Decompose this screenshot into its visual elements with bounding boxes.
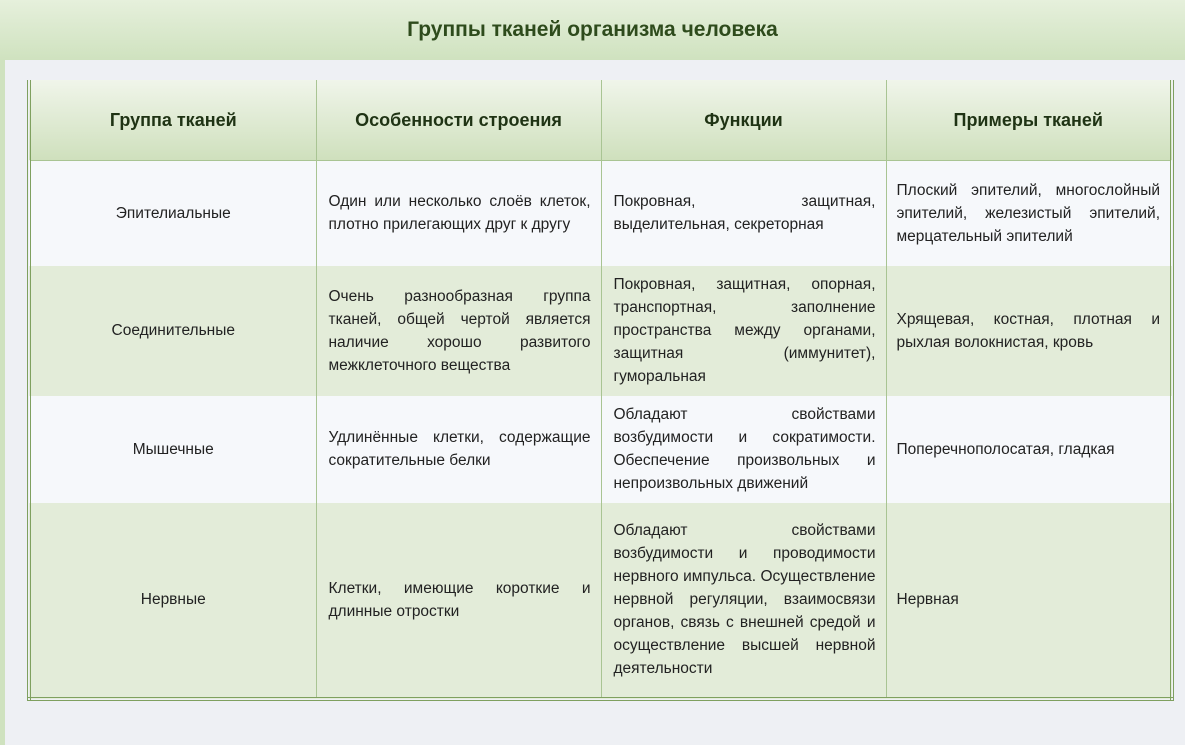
cell-structure: Клетки, имеющие короткие и длинные отростки xyxy=(328,579,591,620)
header-functions: Функции xyxy=(601,80,886,161)
cell-group: Мышечные xyxy=(29,396,316,503)
cell-group: Соединительные xyxy=(29,266,316,396)
cell-functions: Покровная, защитная, опорная, транспортная, заполнение пространства между органами, защитная (иммунитет), гуморальная xyxy=(613,276,876,385)
table-row xyxy=(29,396,1172,503)
cell-structure: Удлинённые клетки, содержащие сократительные белки xyxy=(328,429,591,469)
cell-group: Нервные xyxy=(29,503,316,699)
cell-functions: Покровная, защитная, выделительная, секреторная xyxy=(613,193,876,234)
table-row xyxy=(29,266,1172,396)
table-row xyxy=(29,503,1172,699)
header-group: Группа тканей xyxy=(29,80,316,161)
cell-examples: Поперечнополосатая, гладкая xyxy=(896,440,1115,458)
cell-examples: Нервная xyxy=(896,591,959,608)
cell-examples: Плоский эпителий, многослойный эпителий, железистый эпителий, мерцательный эпителий xyxy=(896,181,1160,245)
title-bar xyxy=(0,0,1185,60)
table-header-row xyxy=(29,80,1172,161)
cell-functions: Обладают свойствами возбудимости и сократимости. Обеспечение произвольных и непроизвольных движений xyxy=(613,406,876,492)
header-examples: Примеры тканей xyxy=(886,80,1172,161)
cell-group: Эпителиальные xyxy=(29,161,316,266)
table-row xyxy=(29,161,1172,266)
page-title: Группы тканей организма человека xyxy=(407,18,778,41)
left-accent-stripe xyxy=(0,60,5,745)
cell-structure: Очень разнообразная группа тканей, общей чертой является наличие хорошо развитого межклеточного вещества xyxy=(328,287,591,374)
cell-examples: Хрящевая, костная, плотная и рыхлая волокнистая, кровь xyxy=(896,310,1160,351)
tissue-groups-table xyxy=(27,80,1174,701)
cell-functions: Обладают свойствами возбудимости и проводимости нервного импульса. Осуществление нервной регуляции, взаимосвязи органов, связь с внешней средой и осуществление высшей нервной деятельности xyxy=(613,522,876,677)
header-structure: Особенности строения xyxy=(316,80,601,161)
cell-structure: Один или несколько слоёв клеток, плотно прилегающих друг к другу xyxy=(328,193,591,234)
